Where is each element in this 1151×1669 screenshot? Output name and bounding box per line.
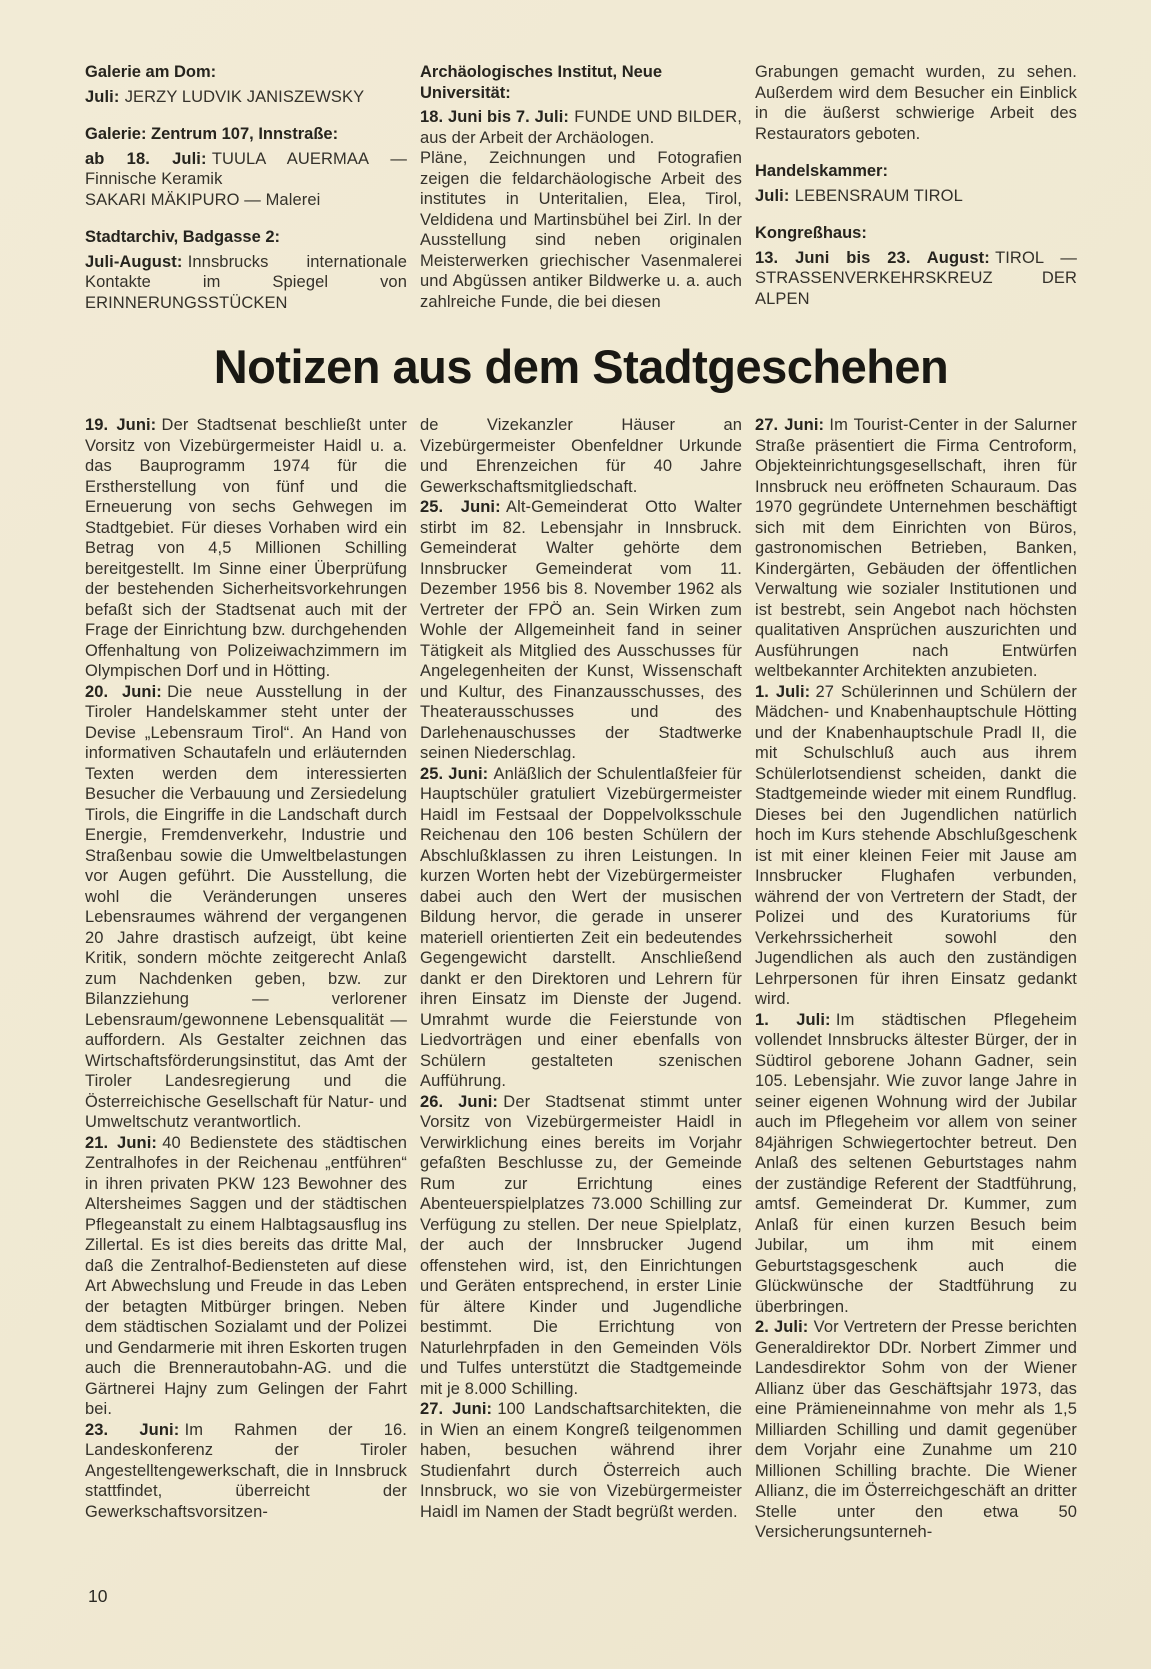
entry-date: 20. Juni: (85, 682, 162, 701)
news-column-1 (85, 415, 407, 1543)
entry-date: 1. Juli: (755, 1010, 831, 1029)
news-entry (755, 682, 1077, 1010)
entry-text: Anläßlich der Schulentlaßfeier für Hauptschüler gratuliert Vizebürgermeister Haidl im Festsaal der Doppelvolksschule Reichenau den 106 besten Schülern der Abschlußklassen zu ihren Leistungen. In kurzen Worten hebt der Vizebürgermeister dabei auch den Wert der musischen Bildung hervor, die gerade in unserer materiell orientierten Zeit ein bedeutendes Gegengewicht darstellt. Anschließend dankt er den Direktoren und Lehrern für ihren Einsatz im Dienste der Jugend. Umrahmt wurde die Feierstunde von Liedvorträgen und einer ebenfalls von Schülern gestalteten szenischen Aufführung. (420, 764, 742, 1091)
listing-date-lead: Juli: (755, 186, 790, 205)
entry-date: 19. Juni: (85, 416, 157, 435)
listing-item (85, 252, 407, 314)
listing-galerie-am-dom (85, 62, 407, 107)
event-listings-section (85, 62, 1077, 330)
entry-text: de Vizekanzler Häuser an Vizebürgermeister Obenfeldner Urkunde und Ehrenzeichen für 40 Jahre Gewerkschaftsmitgliedschaft. (420, 416, 742, 496)
entry-date: 21. Juni: (85, 1133, 157, 1152)
entry-text: Die neue Ausstellung in der Tiroler Handelskammer steht unter der Devise „Lebensraum Tirol“. An Hand von informativen Schautafeln und erläuternden Texten werden dem interessierten Besucher die Verbauung und Zersiedelung Tirols, die Eingriffe in die Landschaft durch Energie, Fremdenverkehr, Industrie und Straßenbau sowie die Umweltbelastungen vor Augen geführt. Die Ausstellung, die wohl die Veränderungen unseres Lebensraumes während der vergangenen 20 Jahre drastisch aufzeigt, übt keine Kritik, sondern möchte zeitgerecht Anlaß zum Nachdenken geben, bzw. zur Bilanzziehung — verlorener Lebensraum/gewonnene Lebensqualität — auffordern. Als Gestalter zeichnen das Wirtschaftsförderungsinstitut, das Amt der Tiroler Landesregierung und die Österreichische Gesellschaft für Natur- und Umweltschutz verantwortlich. (85, 682, 407, 1132)
listing-archaeologisches-institut (420, 62, 742, 312)
news-column-3 (755, 415, 1077, 1543)
listing-date-lead: 13. Juni bis 23. August: (755, 248, 990, 267)
listing-heading: Galerie am Dom: (85, 63, 217, 81)
entry-text: Im Tourist-Center in der Salurner Straße präsentiert die Firma Centroform, Objekteinrichtungsgesellschaft, ihren für Innsbruck neu eröffneten Schauraum. Das 1970 gegründete Unternehmen beschäftigt sich mit dem Einrichten von Büros, gastronomischen Betrieben, Banken, Kindergärten, Gebäuden der öffentlichen Verwaltung wie sozialer Institutionen und ist bestrebt, sein Angebot nach höchsten qualitativen Ansprüchen auszurichten und Ausführungen nach Entwürfen weltbekannter Architekten anzubieten. (755, 416, 1077, 681)
news-entry (420, 415, 742, 497)
entry-date: 2. Juli: (755, 1318, 809, 1337)
listing-continuation (755, 62, 1077, 144)
entry-text: 100 Landschaftsarchitekten, die in Wien an einem Kongreß teilgenommen haben, besuchen während ihrer Studienfahrt durch Österreich auch Innsbruck, wo sie von Vizebürgermeister Haidl im Namen der Stadt begrüßt werden. (420, 1400, 742, 1521)
news-entry (755, 1317, 1077, 1543)
listing-text: Grabungen gemacht wurden, zu sehen. Außerdem wird dem Besucher ein Einblick in die äußerst schwierige Arbeit des Restaurators geboten. (755, 63, 1077, 143)
listing-item (420, 148, 742, 312)
entry-date: 1. Juli: (755, 682, 811, 701)
listing-handelskammer (755, 161, 1077, 206)
entry-date: 25. Juni: (420, 498, 501, 517)
news-entry (420, 1092, 742, 1400)
news-entry (420, 497, 742, 764)
listing-text: Pläne, Zeichnungen und Fotografien zeigen die feldarchäologische Arbeit des institutes in Unteritalien, Elea, Tirol, Veldidena und Martinsbühel bei Zirl. In der Ausstellung sind neben originalen Meisterwerken griechischer Vasenmalerei und Abgüssen antiker Bildwerke u. a. auch zahlreiche Funde, die bei diesen (420, 149, 742, 311)
listing-heading: Handelskammer: (755, 162, 888, 180)
listing-text: TIROL — STRASSENVERKEHRSKREUZ DER ALPEN (755, 248, 1078, 308)
listing-galerie-zentrum (85, 124, 407, 210)
listing-heading: Galerie: Zentrum 107, Innstraße: (85, 125, 339, 143)
listings-column-2 (420, 62, 742, 330)
listing-text: TUULA AUERMAA — Finnische Keramik (85, 149, 407, 188)
entry-date: 25. Juni: (420, 764, 489, 783)
listing-text: LEBENSRAUM TIROL (794, 186, 963, 205)
news-section (85, 415, 1077, 1543)
news-entry (755, 415, 1077, 682)
listing-date-lead: 18. Juni bis 7. Juli: (420, 108, 569, 126)
news-entry (420, 764, 742, 1092)
listing-item (420, 107, 742, 148)
listings-column-1 (85, 62, 407, 330)
entry-text: 40 Bedienstete des städtischen Zentralhofes in der Reichenau „entführen“ in ihren privaten PKW 123 Bewohner des Altersheimes Saggen und der städtischen Pflegeanstalt zu einem Halbtagsausflug ins Zillertal. Es ist dies bereits das dritte Mal, daß die Zentralhof-Bediensteten auf diese Art Abwechslung und Freude in das Leben der betagten Mitbürger bringen. Neben dem städtischen Sozialamt und der Polizei und Gendarmerie mit ihren Eskorten trugen auch die Brennerautobahn-AG. und die Gärtnerei Hajny zum Gelingen der Fahrt bei. (85, 1133, 407, 1419)
entry-text: Alt-Gemeinderat Otto Walter stirbt im 82. Lebensjahr in Innsbruck. Gemeinderat Walter gehörte dem Innsbrucker Gemeinderat vom 11. Dezember 1956 bis 8. November 1962 als Vertreter der FPÖ an. Sein Wirken zum Wohle der Allgemeinheit fand in seiner Tätigkeit als Mitglied des Ausschusses für Angelegenheiten der Kunst, Wissenschaft und Kultur, des Finanzausschusses, des Theaterausschusses und des Darlehenauschusses der Stadtwerke seinen Niederschlag. (420, 498, 742, 763)
news-column-2 (420, 415, 742, 1543)
news-entry (755, 1010, 1077, 1318)
listing-stadtarchiv (85, 227, 407, 313)
entry-date: 27. Juni: (755, 416, 825, 435)
listing-heading: Kongreßhaus: (755, 224, 867, 242)
listing-item (85, 87, 407, 108)
listing-item (755, 248, 1077, 310)
page-number: 10 (88, 1586, 108, 1606)
listing-text: FUNDE UND BILDER, aus der Arbeit der Archäologen. (420, 108, 742, 147)
listing-date-lead: ab 18. Juli: (85, 149, 207, 168)
listing-text: JERZY LUDVIK JANISZEWSKY (124, 87, 365, 106)
listing-text: SAKARI MÄKIPURO — Malerei (85, 190, 321, 209)
entry-date: 26. Juni: (420, 1092, 499, 1111)
entry-text: Im städtischen Pflegeheim vollendet Innsbrucks ältester Bürger, der in Südtirol geborene Johann Gadner, sein 105. Lebensjahr. Wie zuvor lange Jahre in seiner eigenen Wohnung wird der Jubilar auch im Pflegeheim vor allem von seiner 84jährigen Schwiegertochter betreut. Den Anlaß des seltenen Geburtstages nahm der zuständige Referent der Stadtführung, amtsf. Gemeinderat Dr. Kummer, zum Anlaß für einen kurzen Besuch beim Jubilar, um ihm mit einem Geburtstagsgeschenk auch die Glückwünsche der Stadtführung zu überbringen. (755, 1010, 1077, 1316)
listing-item (755, 186, 1077, 207)
listing-item (85, 149, 407, 190)
entry-text: Der Stadtsenat stimmt unter Vorsitz von Vizebürgermeister Haidl in Verwirklichung eines bereits im Vorjahr gefaßten Beschlusse zu, der Gemeinde Rum zur Errichtung eines Abenteuerspielplatzes 73.000 Schilling zur Verfügung zu stellen. Der neue Spielplatz, der auch der Innsbrucker Jugend offenstehen wird, ist, den Einrichtungen und Geräten entsprechend, in erster Linie für ältere Kinder und Jugendliche bestimmt. Die Errichtung von Naturlehrpfaden in den Gemeinden Völs und Tulfes unterstützt die Stadtgemeinde mit je 8.000 Schilling. (420, 1092, 742, 1398)
listing-heading: Archäologisches Institut, Neue Universität: (420, 63, 663, 102)
listing-date-lead: Juli: (85, 87, 120, 106)
entry-text: Vor Vertretern der Presse berichten Generaldirektor DDr. Norbert Zimmer und Landesdirektor Sohm von der Wiener Allianz über das Geschäftsjahr 1973, das eine Prämieneinnahme von mehr als 1,5 Milliarden Schilling und damit gegenüber dem Vorjahr eine Zunahme um 210 Millionen Schilling brachte. Die Wiener Allianz, die im Österreichgeschäft an dritter Stelle unter den etwa 50 Versicherungsunterneh- (755, 1318, 1077, 1542)
listing-item (755, 62, 1077, 144)
listing-text: Innsbrucks internationale Kontakte im Spiegel von ERINNERUNGSSTÜCKEN (85, 252, 407, 312)
news-entry (85, 1133, 407, 1420)
entry-text: Der Stadtsenat beschließt unter Vorsitz von Vizebürgermeister Haidl u. a. das Bauprogramm 1974 für die Erstherstellung von fünf und die Erneuerung von sechs Gehwegen im Stadtgebiet. Für dieses Vorhaben wird ein Betrag von 4,5 Millionen Schilling bereitgestellt. Im Sinne einer Überprüfung der bestehenden Sicherheitsvorkehrungen befaßt sich der Stadtsenat auch mit der Frage der Einrichtung bzw. durchgehenden Offenhaltung von Polizeiwachzimmern im Olympischen Dorf und in Hötting. (85, 416, 407, 681)
listing-item (85, 190, 407, 211)
entry-text: 27 Schülerinnen und Schülern der Mädchen- und Knabenhauptschule Hötting und der Knabenhauptschule Pradl II, die mit Schulschluß auch aus ihrem Schülerlotsendienst scheiden, dankt die Stadtgemeinde wieder mit einem Rundflug. Dieses bei den Jugendlichen natürlich hoch im Kurs stehende Abschlußgeschenk ist mit einer kleinen Feier mit Jause am Innsbrucker Flughafen verbunden, während der von Vertretern der Stadt, der Polizei und des Kuratoriums für Verkehrssicherheit sowohl den Jugendlichen als auch den zuständigen Lehrpersonen für ihren Einsatz gedankt wird. (755, 682, 1077, 1009)
page-headline: Notizen aus dem Stadtgeschehen (213, 340, 949, 393)
listing-heading: Stadtarchiv, Badgasse 2: (85, 228, 281, 246)
listing-date-lead: Juli-August: (85, 252, 183, 271)
listings-column-3 (755, 62, 1077, 330)
news-entry (420, 1399, 742, 1522)
entry-text: Im Rahmen der 16. Landeskonferenz der Tiroler Angestelltengewerkschaft, die in Innsbruck stattfindet, überreicht der Gewerkschaftsvorsitzen- (85, 1420, 407, 1521)
entry-date: 27. Juni: (420, 1400, 493, 1419)
news-entry (85, 1420, 407, 1523)
news-entry (85, 682, 407, 1133)
entry-date: 23. Juni: (85, 1420, 180, 1439)
listing-kongresshaus (755, 223, 1077, 309)
news-entry (85, 415, 407, 682)
